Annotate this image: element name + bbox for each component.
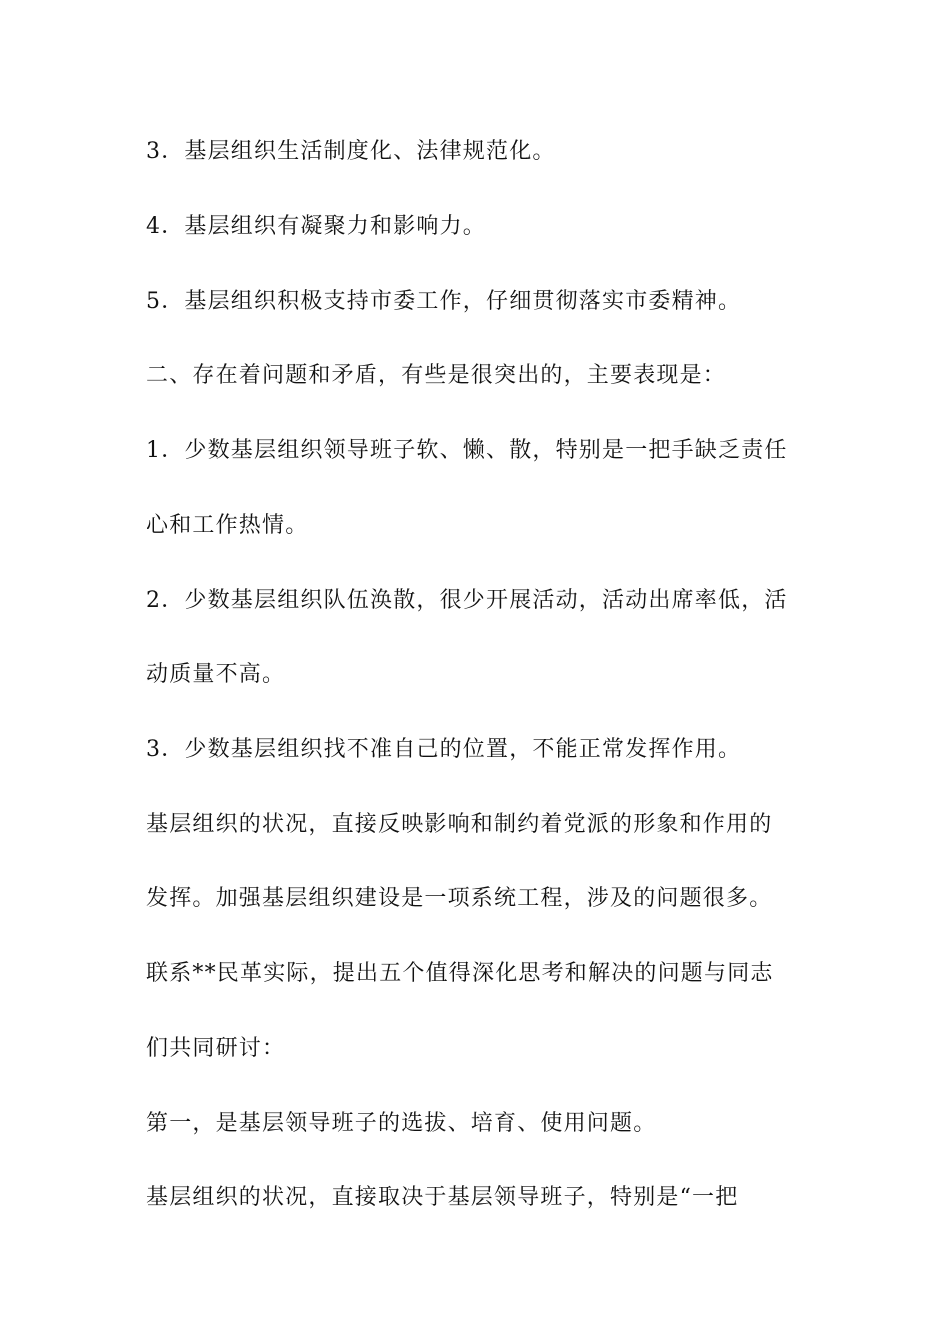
text-line: 2．少数基层组织队伍涣散，很少开展活动，活动出席率低，活 <box>146 588 788 613</box>
text-line: 3．基层组织生活制度化、法律规范化。 <box>146 139 556 164</box>
text-line: 基层组织的状况，直接反映影响和制约着党派的形象和作用的 <box>146 812 773 837</box>
text-line: 4．基层组织有凝聚力和影响力。 <box>146 214 486 239</box>
text-line: 3．少数基层组织找不准自己的位置，不能正常发挥作用。 <box>146 737 742 762</box>
text-line: 们共同研讨： <box>146 1036 286 1061</box>
text-line: 1．少数基层组织领导班子软、懒、散，特别是一把手缺乏责任 <box>146 438 788 463</box>
text-line: 心和工作热情。 <box>146 513 309 538</box>
text-line: 基层组织的状况，直接取决于基层领导班子，特别是“一把 <box>146 1185 739 1210</box>
text-line: 发挥。加强基层组织建设是一项系统工程，涉及的问题很多。 <box>146 886 773 911</box>
text-line: 联系**民革实际，提出五个值得深化思考和解决的问题与同志 <box>146 961 774 986</box>
text-line: 二、存在着问题和矛盾，有些是很突出的，主要表现是： <box>146 363 727 388</box>
text-line: 5．基层组织积极支持市委工作，仔细贯彻落实市委精神。 <box>146 289 742 314</box>
text-line: 动质量不高。 <box>146 662 286 687</box>
text-line: 第一，是基层领导班子的选拔、培育、使用问题。 <box>146 1111 657 1136</box>
